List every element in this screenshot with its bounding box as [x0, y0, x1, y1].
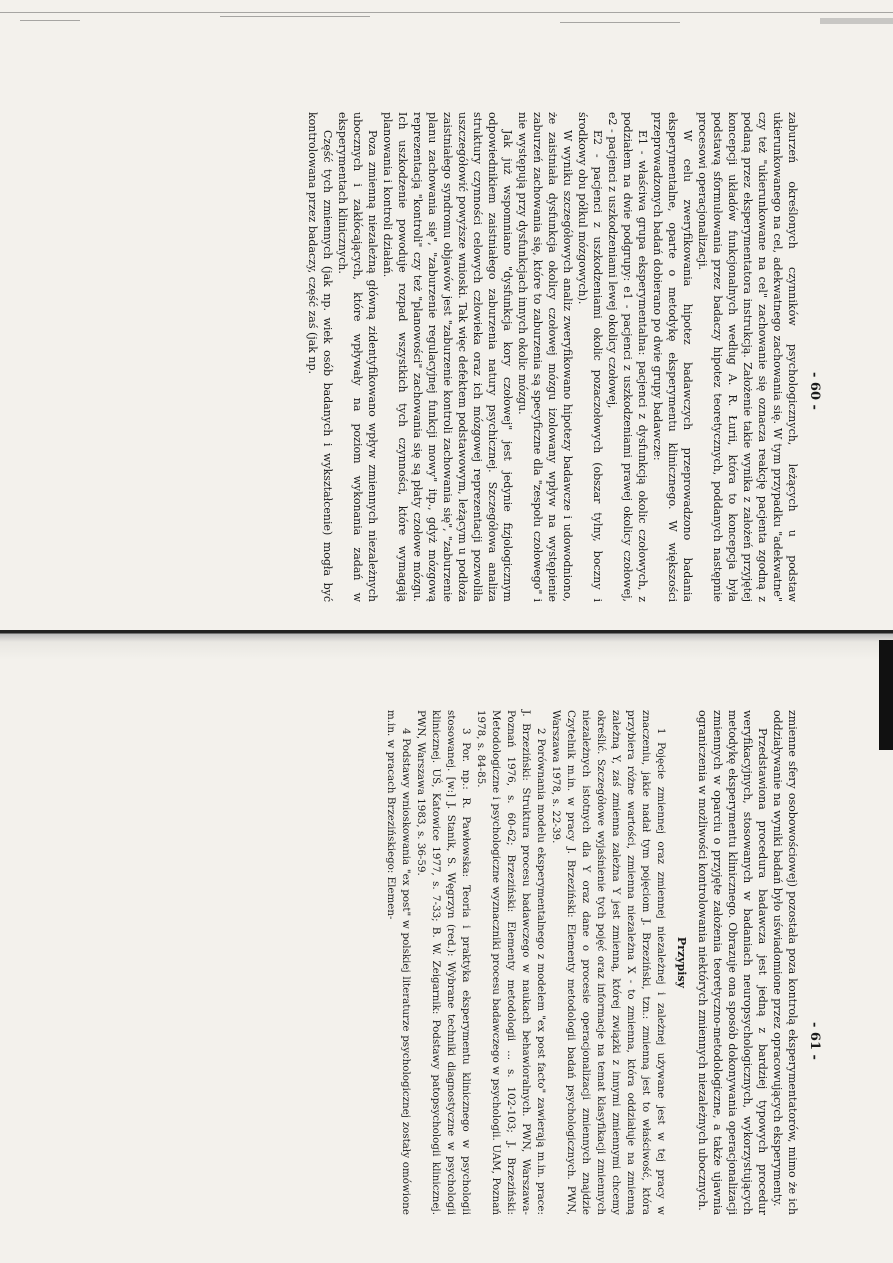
scan-artifact-line [20, 20, 80, 21]
footnote: 4 Podstawy wnioskowania "ex post" w polskiej literaturze psychologicznej zostały omówione m.in. w pracach Brzezińskiego: Elemen- [385, 710, 412, 1215]
page-number: - 60 - [807, 372, 822, 410]
footnote: 2 Porównania modelu eksperymentalnego z modelem "ex post facto" zawierają m.in. prace: J. Brzeziński: Struktura procesu badawczego w naukach behawioralnych. PWN, Warszawa-Poznań 1976, s. 60-62; Brzeziński: Elementy metodologii ... s. 102-103; J. Brzeziński: Metodologiczne i psychologiczne wyznaczniki procesu badawczego w psychologii. UAM, Poznań 1978, s. 84-85. [475, 710, 547, 1215]
scan-edge-shadow [879, 640, 893, 750]
paragraph: zmienne sfery osobowościowej) pozostała poza kontrolą eksperymentatorów, mimo że ich oddziaływanie na wyniki badań było uświadomione przez opracowujących eksperymenty. [771, 710, 799, 1215]
footnote: 1 Pojęcie zmiennej oraz zmiennej niezależnej i zależnej używane jest w tej pracy w znaczeniu, jakie nadał tym pojęciom J. Brzeziński, tzn.: zmienną jest to właściwość, która przybiera różne wartości, zmienna niezależna X - to zmienna, która oddziałuje na zmienną zależną Y, zaś zmienna zależna Y jest zmienną, której związki z innymi zmiennymi chcemy określić. Szczegółowe wyjaśnienie tych pojęć oraz informacje na temat klasyfikacji zmiennych niezależnych istotnych dla Y oraz dane o procesie operacjonalizacji zmiennych znajdzie Czytelnik m.in. w pracy J. Brzeziński: Elementy metodologii badań psychologicznych. PWN, Warszawa 1978, s. 22-39. [550, 710, 667, 1215]
page-61-text [110, 710, 800, 1215]
paragraph: W wyniku szczegółowych analiz zweryfikowano hipotezy badawcze i udowodniono, że zaistniała dysfunkcja okolicy czołowej mózgu izolowany wpływ na występienie zaburzeń zachowania się, które to zaburzenia są specyficzne dla "zespołu czołowego" i nie występują przy dysfunkcjach innych okolic mózgu. [516, 112, 574, 602]
page-fold [0, 630, 893, 660]
page-number: - 61 - [807, 1022, 822, 1060]
paragraph: Część tych zmiennych (jak np. wiek osób badanych i wykształcenie) mogła być kontrolowana przez badaczy, część zaś (jak np. [306, 112, 334, 602]
page-60-text [160, 112, 800, 602]
footnote: 3 Por. np.: R. Pawłowska: Teoria i praktyka eksperymentu klinicznego w psychologii stosowanej. [w:] J. Stanik, S. Węgrzyn (red.): Wybrane techniki diagnostyczne w psychologii klinicznej. UŚ, Katowice 1977, s. 7-33; B. W. Zeigarnik: Podstawy patopsychologii klinicznej. PWN, Warszawa 1983, s. 36-59. [415, 710, 472, 1215]
paragraph: Poza zmienną niezależną główną zidentyfikowano wpływ zmiennych niezależnych ubocznych i zakłócających, które wpływały na poziom wykonania zadań w eksperymentach klinicznych. [336, 112, 379, 602]
scan-artifact-line [820, 18, 893, 24]
scan-artifact-line [220, 16, 370, 17]
paragraph: zaburzeń określonych czynników psychologicznych, leżących u podstaw ukierunkowanego na cel, adekwatnego zachowania się. W tym przypadku "adekwatne" czy też "ukierunkowane na cel" zachowanie się oznacza reakcję pacjenta zgodną z podaną przez eksperymentatora instrukcją. Założenie takie wynika z założeń przyjętej koncepcji układów funkcjonalnych według A. R. Łurii, która to koncepcja była podstawą sformułowania przez badaczy hipotez teoretycznych, poddanych następnie procesowi operacjonalizacji. [696, 112, 799, 602]
paragraph: E2 - pacjenci z uszkodzeniami okolic pozaczołowych (obszar tylny, boczny i środkowy obu półkul mózgowych). [576, 112, 604, 602]
footnotes-heading: Przypisy [675, 936, 688, 989]
paragraph: Przedstawiona procedura badawcza jest jedną z bardziej typowych procedur weryfikacyjnych, stosowanych w badaniach neuropsychologicznych, wykorzystujących metodykę eksperymentu klinicznego. Obrazuje ona sposób dokonywania operacjonalizacji zmiennych w oparciu o przyjęte założenia teoretyczno-metodologiczne, a także ujawnia ograniczenia w możliwości kontrolowania niektórych zmiennych niezależnych ubocznych. [696, 710, 769, 1215]
paragraph: E1 - właściwa grupa eksperymentalna: pacjenci z dysfunkcją okolic czołowych, z podziałem na dwie podgrupy: e1 - pacjenci z uszkodzeniami prawej okolicy czołowej, e2 - pacjenci z uszkodzeniami lewej okolicy czołowej, [606, 112, 649, 602]
scan-artifact-line [0, 12, 893, 13]
scan-artifact-line [560, 22, 680, 23]
paragraph: W celu zweryfikowania hipotez badawczych przeprowadzono badania eksperymentalne, oparte o metodykę eksperymentu klinicznego. W większości przeprowadzonych badań dobierano po dwie grupy badawcze: [651, 112, 694, 602]
paragraph: Jak już wspomniano "dysfunkcja kory czołowej" jest jedynie fizjologicznym odpowiednikiem zaistniałego zaburzenia natury psychicznej. Szczegółowa analiza struktury czynności celowych człowieka oraz ich mózgowej reprezentacji pozwoliła uszczegółowić powyższe wnioski. Tak więc defektem podstawowym, leżącym u podłoża zaistniałego syndromu objawów jest "zaburzenie kontroli zachowania się", "zaburzenie planu zachowania się", "zaburzenie regulacyjnej funkcji mowy" itp., gdyż mózgową reprezentacją "kontroli" czy też "planowości" zachowania się są płaty czołowe mózgu. Ich uszkodzenie powoduje rozpad wszystkich tych czynności, które wymagają planowania i kontroli działań. [381, 112, 514, 602]
